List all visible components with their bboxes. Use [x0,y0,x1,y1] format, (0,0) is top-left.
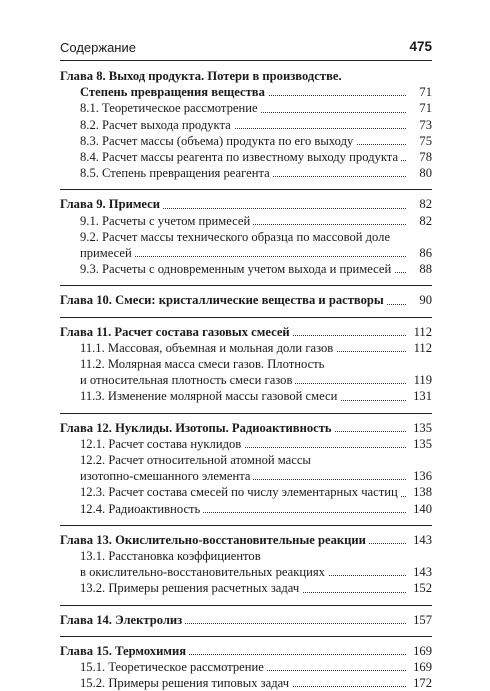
chapter-11-entry[interactable]: Глава 11. Расчет состава газовых смесей 112 [60,324,432,339]
toc-item-12-2-cont[interactable]: изотопно-смешанного элемента 136 [80,469,432,484]
toc-item-8-3[interactable]: 8.3. Расчет массы (объема) продукта по его выходу 75 [80,133,432,148]
toc-item-9-1[interactable]: 9.1. Расчеты с учетом примесей 82 [80,213,432,228]
toc-item-12-2[interactable]: 12.2. Расчет относительной атомной массы [60,452,432,468]
chapter-separator [60,285,432,286]
toc-item-8-5[interactable]: 8.5. Степень превращения реагента 80 [80,166,432,181]
toc-item-8-1[interactable]: 8.1. Теоретическое рассмотрение 71 [80,101,432,116]
toc-item-11-3[interactable]: 11.3. Изменение молярной массы газовой смеси 131 [80,389,432,404]
chapter-separator [60,189,432,190]
toc-item-15-1[interactable]: 15.1. Теоретическое рассмотрение 169 [80,660,432,674]
chapter-separator [60,605,432,606]
chapter-8-page: 71 [419,85,432,100]
chapter-10-entry[interactable]: Глава 10. Смеси: кристаллические вещества и растворы 90 [60,293,432,308]
chapter-13-entry[interactable]: Глава 13. Окислительно-восстановительные реакции 143 [60,532,432,547]
chapter-separator [60,636,432,637]
toc-item-8-4[interactable]: 8.4. Расчет массы реагента по известному выходу продукта 78 [80,150,432,164]
chapter-8-title[interactable]: Глава 8. Выход продукта. Потери в производстве. [60,68,432,84]
chapter-separator [60,525,432,526]
toc-item-13-1-cont[interactable]: в окислительно-восстановительных реакциях 143 [80,565,432,580]
toc-item-11-2-cont[interactable]: и относительная плотность смеси газов 119 [80,373,432,388]
chapter-15-entry[interactable]: Глава 15. Термохимия 169 [60,643,432,658]
chapter-12-entry[interactable]: Глава 12. Нуклиды. Изотопы. Радиоактивность 135 [60,420,432,435]
toc-item-11-2[interactable]: 11.2. Молярная масса смеси газов. Плотность [60,356,432,372]
page-number: 475 [409,39,432,54]
toc-item-12-4[interactable]: 12.4. Радиоактивность 140 [80,501,432,516]
toc-item-9-2-cont[interactable]: примесей 86 [80,246,432,260]
toc-item-12-3[interactable]: 12.3. Расчет состава смесей по числу элементарных частиц 138 [80,485,432,500]
toc-item-11-1[interactable]: 11.1. Массовая, объемная и мольная доли газов 112 [80,340,432,355]
header-rule [60,60,432,61]
toc-item-9-2[interactable]: 9.2. Расчет массы технического образца по массовой доле [60,229,432,245]
toc-item-9-3[interactable]: 9.3. Расчеты с одновременным учетом выхода и примесей 88 [80,262,432,277]
toc-item-15-2[interactable]: 15.2. Примеры решения типовых задач 172 [80,676,432,691]
chapter-9-entry[interactable]: Глава 9. Примеси 82 [60,197,432,212]
chapter-separator [60,413,432,414]
chapter-8-entry[interactable]: Степень превращения вещества 71 [80,85,432,100]
toc-item-8-2[interactable]: 8.2. Расчет выхода продукта 73 [80,117,432,132]
page-header [60,38,432,58]
toc-item-13-1[interactable]: 13.1. Расстановка коэффициентов [60,548,432,564]
chapter-14-entry[interactable]: Глава 14. Электролиз 157 [60,612,432,627]
running-title: Содержание [60,40,136,55]
toc-item-13-2[interactable]: 13.2. Примеры решения расчетных задач 152 [80,581,432,596]
toc-item-12-1[interactable]: 12.1. Расчет состава нуклидов 135 [80,436,432,451]
chapter-separator [60,317,432,318]
